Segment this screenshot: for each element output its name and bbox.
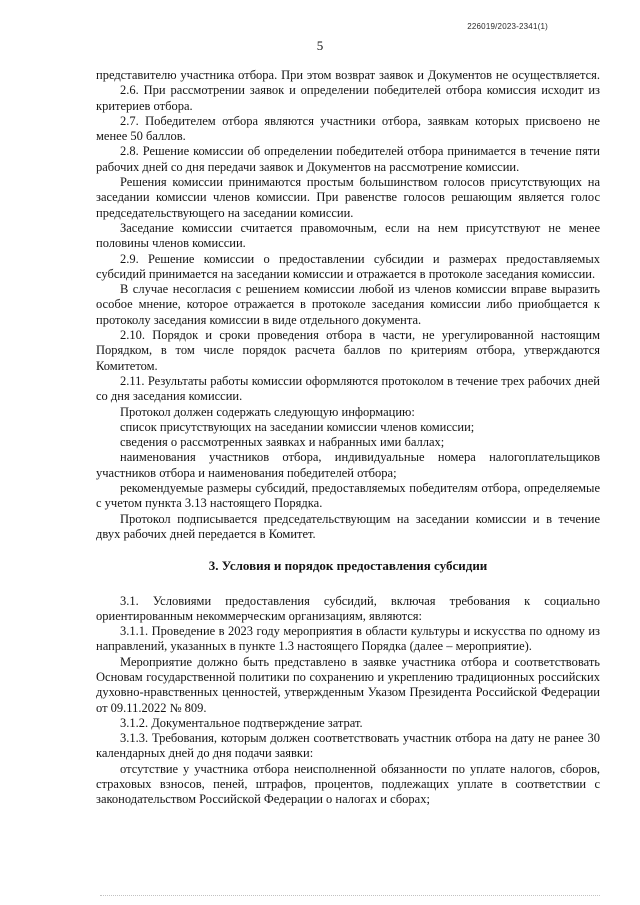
paragraph: 2.6. При рассмотрении заявок и определении победителей отбора комиссия исходит из критериев отбора. — [96, 83, 600, 113]
paragraph: 2.7. Победителем отбора являются участники отбора, заявкам которых присвоено не менее 50 баллов. — [96, 113, 600, 144]
paragraph: 2.9. Решение комиссии о предоставлении субсидии и размерах предоставляемых субсидий принимается на заседании комиссии и отражается в протоколе заседания комиссии. — [96, 251, 600, 281]
document-id: 226019/2023-2341(1) — [467, 22, 548, 31]
scan-artifact — [100, 895, 600, 899]
paragraph: Решения комиссии принимаются простым большинством голосов присутствующих на заседании комиссии членов комиссии. При равенстве голосов решающим является голос председательствующего на заседании комиссии. — [96, 175, 600, 220]
list-item: сведения о рассмотренных заявках и набранных ими баллах; — [120, 435, 445, 450]
paragraph: 3.1.1. Проведение в 2023 году мероприятия в области культуры и искусства по одному из направлений, указанных в пункте 1.3 настоящего Порядка (далее – мероприятие). — [96, 624, 600, 654]
paragraph: 2.10. Порядок и сроки проведения отбора в части, не урегулированной настоящим Порядком, в том числе порядок расчета баллов по критериям отбора, утверждаются Комитетом. — [96, 328, 600, 373]
page-number: 5 — [316, 38, 324, 53]
list-item: рекомендуемые размеры субсидий, предоставляемых победителям отбора, определяемые с учетом пункта 3.13 настоящего Порядка. — [96, 481, 600, 511]
paragraph: 3.1.3. Требования, которым должен соответствовать участник отбора на дату не ранее 30 календарных дней до дня подачи заявки: — [96, 731, 600, 761]
paragraph: 3.1.2. Документальное подтверждение затрат. — [120, 715, 363, 730]
paragraph: Протокол подписывается председательствующим на заседании комиссии и в течение двух рабочих дней передается в Комитет. — [96, 511, 600, 541]
list-item: наименования участников отбора, индивидуальные номера налогоплательщиков участников отбора и наименования победителей отбора; — [96, 450, 600, 480]
paragraph: Заседание комиссии считается правомочным, если на нем присутствуют не менее половины членов комиссии. — [96, 220, 600, 251]
paragraph: отсутствие у участника отбора неисполненной обязанности по уплате налогов, сборов, страховых взносов, пеней, штрафов, процентов, подлежащих уплате в соответствии с законодательством Российской Федерации о налогах и сборах; — [96, 761, 600, 807]
document-body — [96, 68, 600, 808]
paragraph: представителю участника отбора. При этом возврат заявок и Документов не осуществляется. — [96, 68, 600, 82]
paragraph: В случае несогласия с решением комиссии любой из членов комиссии вправе выразить особое мнение, которое отражается в протоколе заседания комиссии либо приобщается к протоколу заседания комиссии в виде отдельного документа. — [96, 282, 600, 327]
paragraph: Протокол должен содержать следующую информацию: — [120, 404, 415, 419]
list-item: список присутствующих на заседании комиссии членов комиссии; — [120, 419, 475, 434]
paragraph: 3.1. Условиями предоставления субсидий, включая требования к социально ориентированным некоммерческим организациям, являются: — [96, 593, 600, 623]
paragraph: Мероприятие должно быть представлено в заявке участника отбора и соответствовать Основам государственной политики по сохранению и укреплению традиционных российских духовно-нравственных ценностей, утвержденным Указом Президента Российской Федерации от 09.11.2022 № 809. — [96, 654, 600, 715]
paragraph: 2.11. Результаты работы комиссии оформляются протоколом в течение трех рабочих дней со дня заседания комиссии. — [96, 373, 600, 404]
section-title: 3. Условия и порядок предоставления субсидии — [208, 558, 488, 574]
paragraph: 2.8. Решение комиссии об определении победителей отбора принимается в течение пяти рабочих дней со дня передачи заявок и Документов на рассмотрение комиссии. — [96, 144, 600, 174]
